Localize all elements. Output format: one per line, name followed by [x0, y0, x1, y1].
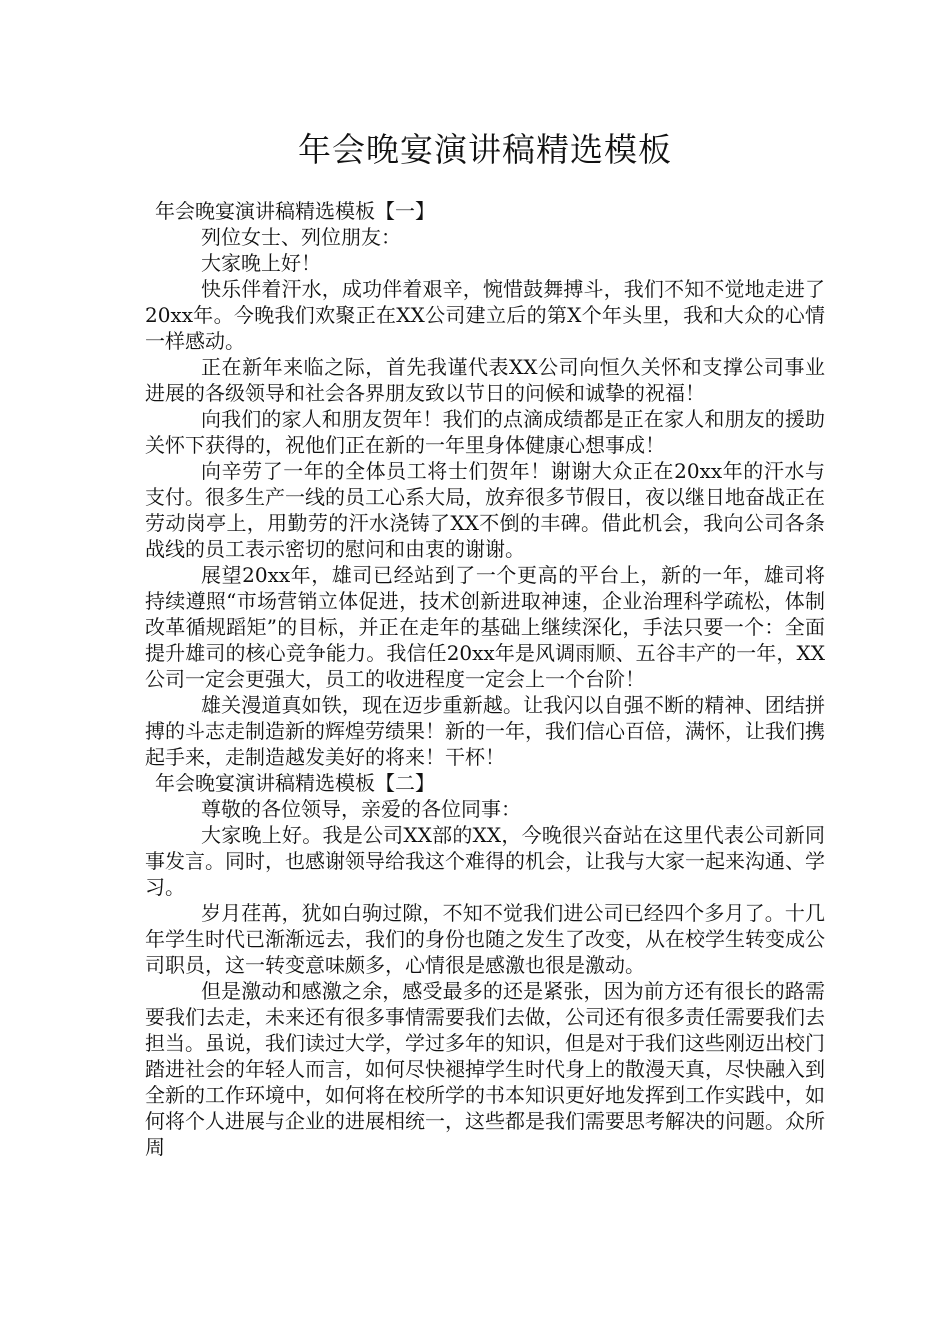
section-heading: 年会晚宴演讲稿精选模板【二】 — [155, 771, 435, 795]
paragraph: 向我们的家人和朋友贺年！我们的点滴成绩都是正在家人和朋友的援助关怀下获得的，祝他们正在新的一年里身体健康心想事成！ — [145, 407, 825, 457]
section-two — [145, 770, 825, 1160]
paragraph: 列位女士、列位朋友： — [201, 225, 401, 249]
paragraph: 大家晚上好。我是公司XX部的XX，今晚很兴奋站在这里代表公司新同事发言。同时，也感谢领导给我这个难得的机会，让我与大家一起来沟通、学习。 — [145, 823, 825, 899]
section-heading: 年会晚宴演讲稿精选模板【一】 — [155, 199, 435, 223]
paragraph: 大家晚上好！ — [201, 251, 321, 275]
document-title: 年会晚宴演讲稿精选模板 — [298, 130, 672, 169]
paragraph: 岁月荏苒，犹如白驹过隙，不知不觉我们进公司已经四个多月了。十几年学生时代已渐渐远去，我们的身份也随之发生了改变，从在校学生转变成公司职员，这一转变意味颇多，心情很是感激也很是激动。 — [145, 901, 825, 977]
paragraph: 正在新年来临之际，首先我谨代表XX公司向恒久关怀和支撑公司事业进展的各级领导和社会各界朋友致以节日的问候和诚挚的祝福！ — [145, 355, 825, 405]
section-one — [145, 198, 825, 770]
paragraph: 雄关漫道真如铁，现在迈步重新越。让我闪以自强不断的精神、团结拼搏的斗志走制造新的辉煌劳绩果！新的一年，我们信心百倍，满怀，让我们携起手来，走制造越发美好的将来！干杯！ — [145, 693, 825, 769]
paragraph: 快乐伴着汗水，成功伴着艰辛，惋惜鼓舞搏斗，我们不知不觉地走进了20xx年。今晚我们欢聚正在XX公司建立后的第X个年头里，我和大众的心情一样感动。 — [145, 277, 825, 353]
paragraph: 尊敬的各位领导，亲爱的各位同事： — [201, 797, 521, 821]
paragraph: 但是激动和感激之余，感受最多的还是紧张，因为前方还有很长的路需要我们去走，未来还有很多事情需要我们去做，公司还有很多责任需要我们去担当。虽说，我们读过大学，学过多年的知识，但是对于我们这些刚迈出校门踏进社会的年轻人而言，如何尽快褪掉学生时代身上的散漫天真，尽快融入到全新的工作环境中，如何将在校所学的书本知识更好地发挥到工作实践中，如何将个人进展与企业的进展相统一，这些都是我们需要思考解决的问题。众所周 — [145, 979, 825, 1159]
document-page — [145, 128, 825, 1160]
paragraph: 展望20xx年，雄司已经站到了一个更高的平台上，新的一年，雄司将持续遵照“市场营销立体促进，技术创新进取神速，企业治理科学疏松，体制改革循规蹈矩”的目标，并正在走年的基础上继续深化，手法只要一个：全面提升雄司的核心竞争能力。我信任20xx年是风调雨顺、五谷丰产的一年，XX公司一定会更强大，员工的收进程度一定会上一个台阶！ — [145, 563, 825, 691]
paragraph: 向辛劳了一年的全体员工将士们贺年！谢谢大众正在20xx年的汗水与支付。很多生产一线的员工心系大局，放弃很多节假日，夜以继日地奋战正在劳动岗亭上，用勤劳的汗水浇铸了XX不倒的丰碑。借此机会，我向公司各条战线的员工表示密切的慰问和由衷的谢谢。 — [145, 459, 825, 561]
